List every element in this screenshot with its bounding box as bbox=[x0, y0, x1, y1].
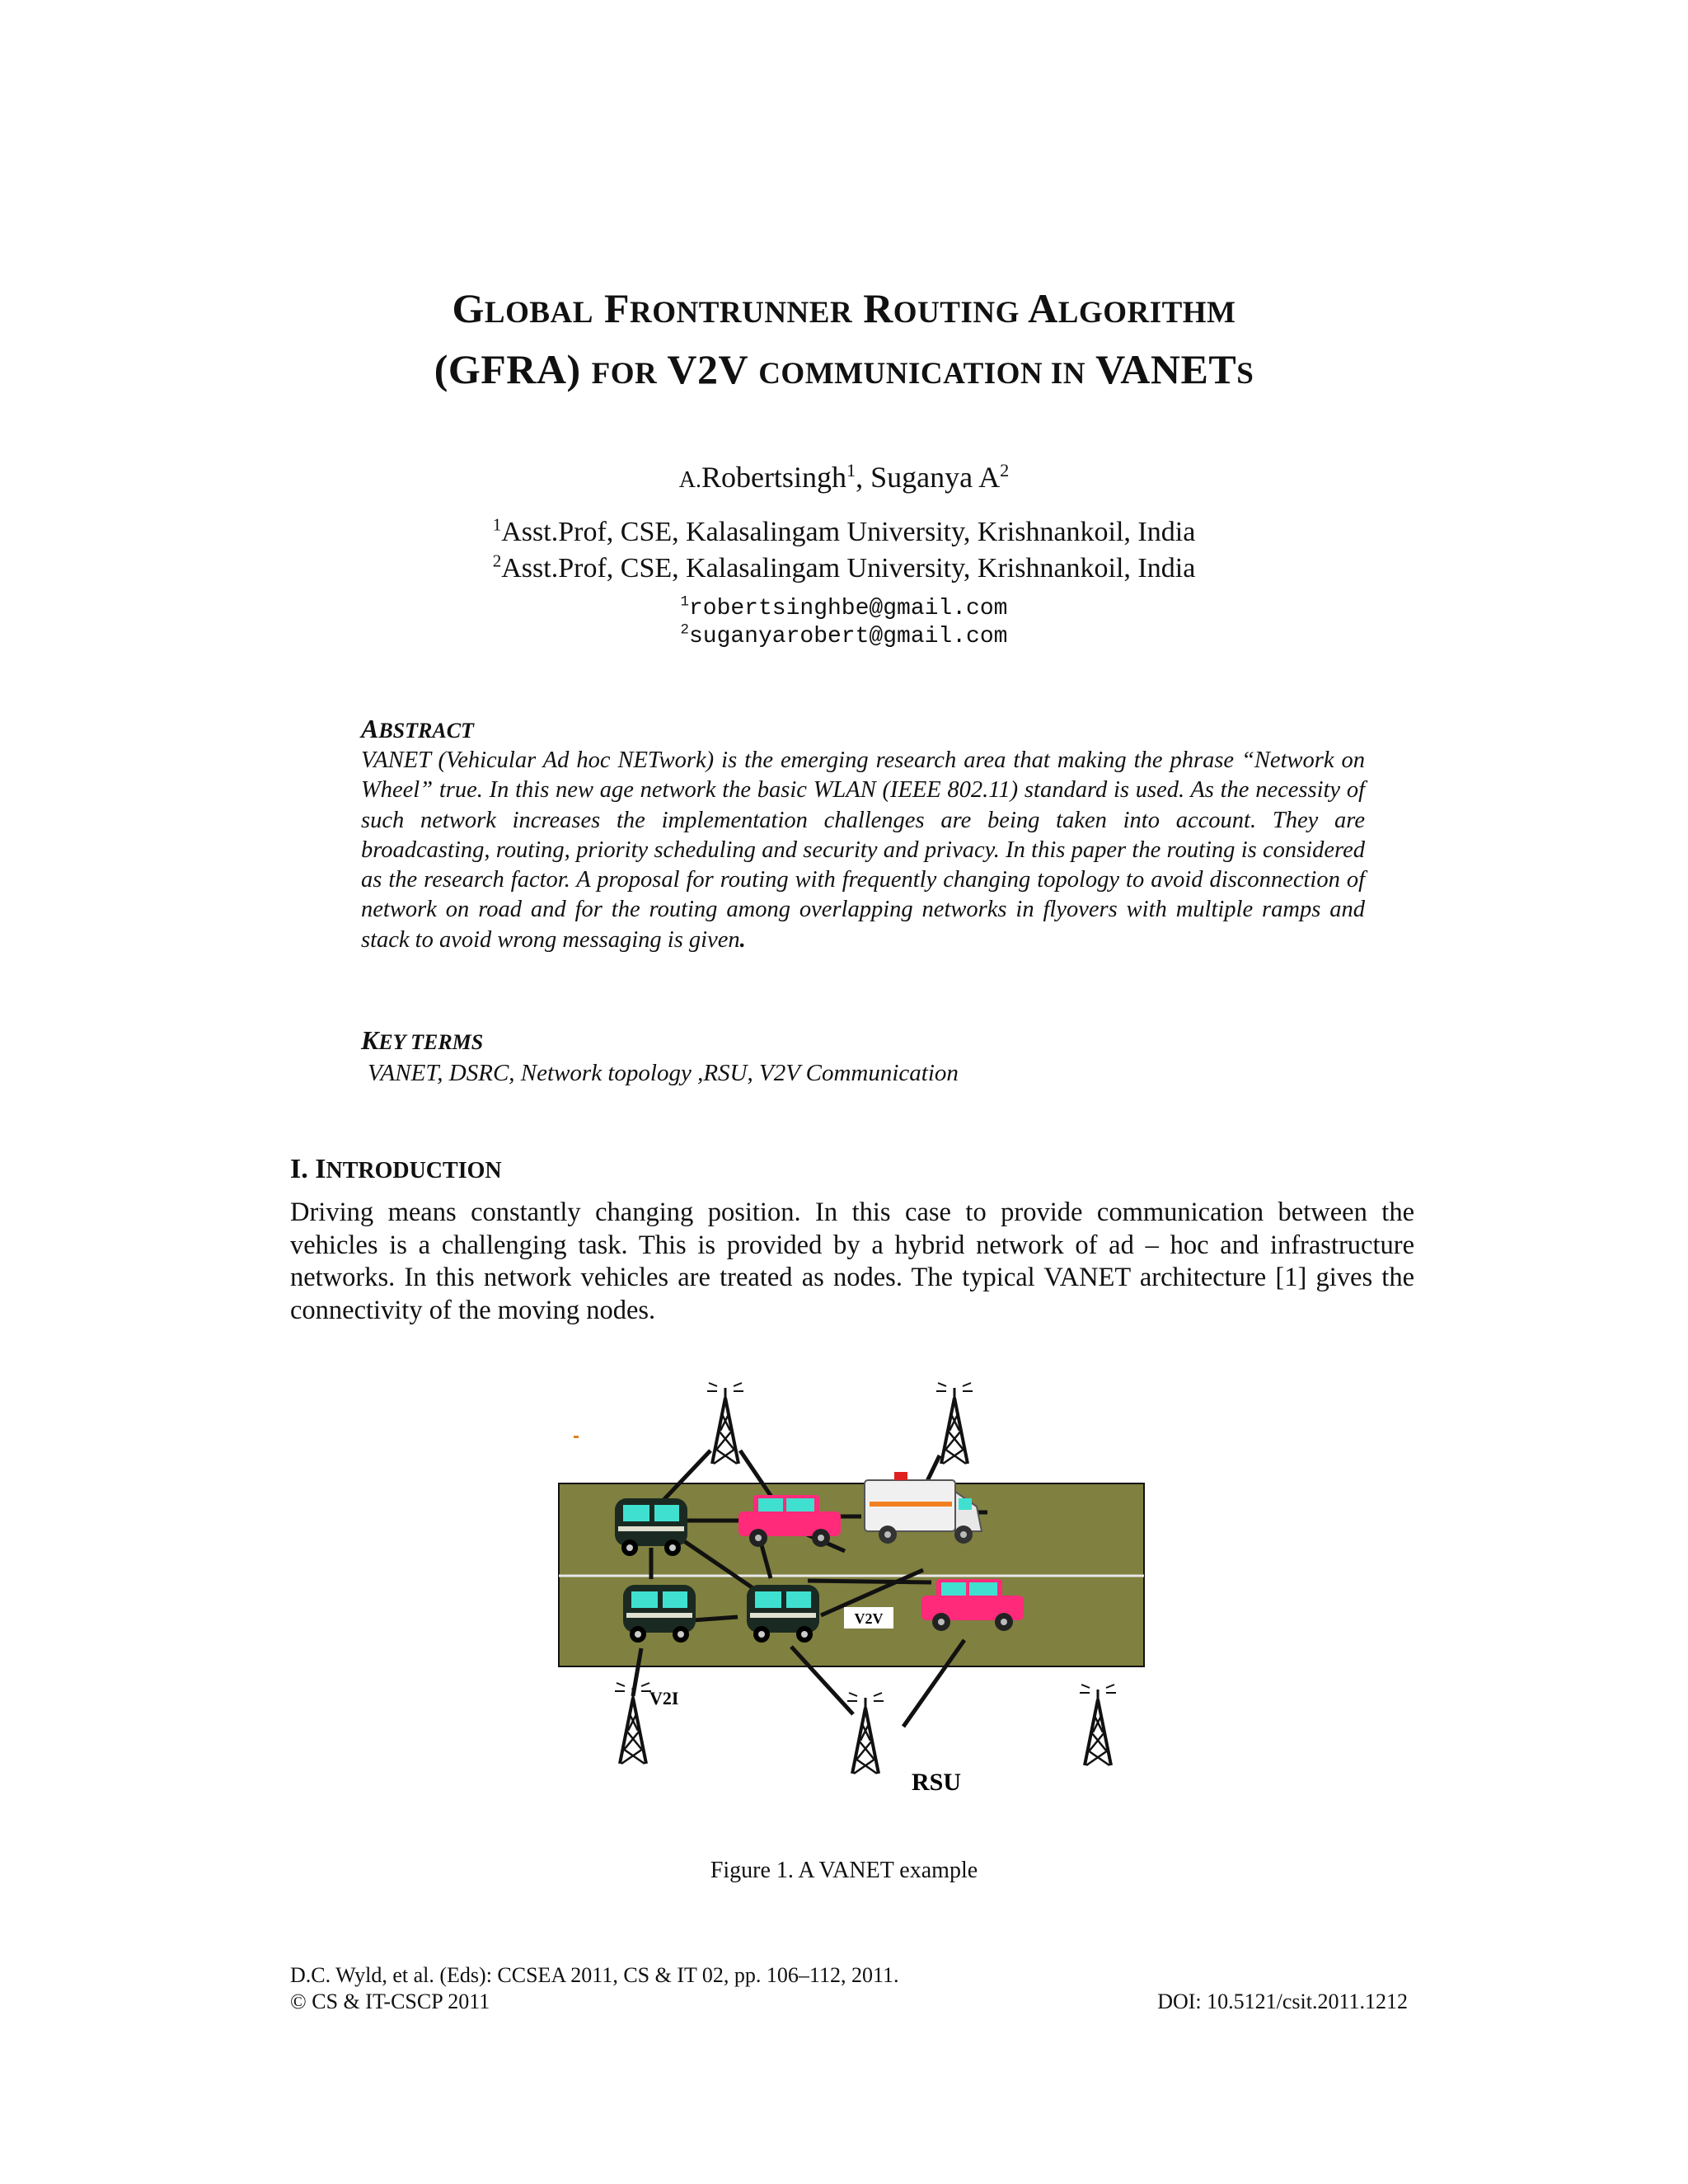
section-heading-introduction bbox=[290, 1154, 502, 1185]
section-number: I. I bbox=[290, 1154, 326, 1184]
abstract-heading-cap: A bbox=[361, 714, 379, 743]
affiliation-2-text: Asst.Prof, CSE, Kalasalingam University, Krishnankoil, India bbox=[501, 553, 1196, 583]
title-word-v2v: V2V bbox=[667, 346, 748, 392]
title-word-communication: COMMUNICATION IN bbox=[758, 357, 1086, 391]
author-1-prefix: A. bbox=[678, 467, 701, 493]
footer-copyright: © CS & IT-CSCP 2011 bbox=[290, 1990, 490, 2013]
abstract-end-period: . bbox=[739, 926, 746, 953]
title-word-rest: RONTRUNNER bbox=[630, 296, 853, 330]
title-word-cap: R bbox=[863, 285, 893, 331]
key-terms-heading bbox=[361, 1025, 483, 1056]
affiliation-2-sup: 2 bbox=[492, 551, 502, 571]
title-word-suffix: S bbox=[1236, 357, 1254, 391]
figure-caption: Figure 1. A VANET example bbox=[710, 1858, 978, 1883]
title-word-rest: LGORITHM bbox=[1057, 296, 1236, 330]
author-2-name: Suganya A bbox=[870, 461, 1001, 494]
affiliation-1-sup: 1 bbox=[492, 514, 502, 535]
email-2 bbox=[0, 623, 1688, 651]
email-2-sup: 2 bbox=[680, 622, 689, 639]
rsu-label: RSU bbox=[912, 1769, 962, 1796]
affiliation-2 bbox=[0, 551, 1688, 587]
title-word-rest: OUTING bbox=[893, 296, 1020, 330]
abstract-body bbox=[361, 746, 1365, 955]
abstract-text: VANET (Vehicular Ad hoc NETwork) is the emerging research area that making the phrase “Network on Wheel” true. In this new age network the basic WLAN (IEEE 802.11) standard is used. As the necessity of such network increases the implementation challenges are being taken into account. They are broadcasting, routing, priority scheduling and security and privacy. In this paper the routing is considered as the research factor. A proposal for routing with frequently changing topology to avoid disconnection of network on road and for the routing among overlapping networks in flyovers with multiple ramps and stack to avoid wrong messaging is given bbox=[361, 748, 1365, 953]
title-word-for: FOR bbox=[591, 357, 658, 391]
section-title: NTRODUCTION bbox=[326, 1158, 502, 1183]
key-terms-heading-rest: EY TERMS bbox=[378, 1030, 484, 1054]
tower-top-left-icon bbox=[707, 1383, 743, 1464]
email-1 bbox=[0, 595, 1688, 623]
title-acronym: (GFRA) bbox=[434, 346, 581, 392]
author-2-sup: 2 bbox=[1000, 460, 1010, 480]
title-word-rest: LOBAL bbox=[484, 296, 593, 330]
affiliation-1-text: Asst.Prof, CSE, Kalasalingam University, Krishnankoil, India bbox=[501, 517, 1196, 547]
email-2-text: suganyarobert@gmail.com bbox=[688, 624, 1008, 649]
intro-paragraph: Driving means constantly changing position. In this case to provide communication between the vehicles is a challenging task. This is provided by a hybrid network of ad – hoc and infrastructure networks. In this network vehicles are treated as nodes. The typical VANET architecture [1] gives the connectivity of the moving nodes. bbox=[290, 1197, 1414, 1325]
footer-doi: DOI: 10.5121/csit.2011.1212 bbox=[1157, 1990, 1408, 2013]
author-1-name: Robertsingh bbox=[701, 461, 846, 494]
paper-title-line-2 bbox=[0, 343, 1688, 401]
stray-mark bbox=[574, 1436, 579, 1438]
email-1-text: robertsinghbe@gmail.com bbox=[688, 596, 1008, 621]
author-1-sup: 1 bbox=[846, 460, 856, 480]
v2i-label: V2I bbox=[649, 1688, 679, 1708]
author-separator: , bbox=[856, 461, 871, 494]
tower-rsu-icon bbox=[847, 1693, 884, 1774]
abstract-heading-rest: BSTRACT bbox=[378, 719, 474, 743]
affiliation-1 bbox=[0, 514, 1688, 551]
abstract-heading bbox=[361, 714, 474, 744]
title-word-cap: F bbox=[603, 285, 630, 331]
email-1-sup: 1 bbox=[680, 594, 689, 611]
tower-top-right-icon bbox=[936, 1383, 973, 1464]
paper-title-line-1 bbox=[0, 282, 1688, 340]
author-line bbox=[0, 460, 1688, 494]
tower-bottom-right-icon bbox=[1080, 1685, 1116, 1765]
vanet-figure bbox=[528, 1368, 1170, 1805]
key-terms-heading-cap: K bbox=[361, 1025, 379, 1055]
title-word-cap: A bbox=[1028, 285, 1058, 331]
title-word-vanet: VANET bbox=[1095, 346, 1237, 392]
key-terms-text: VANET, DSRC, Network topology ,RSU, V2V Communication bbox=[368, 1060, 959, 1086]
footer-citation: D.C. Wyld, et al. (Eds): CCSEA 2011, CS & IT 02, pp. 106–112, 2011. bbox=[290, 1963, 899, 1987]
title-word-cap: G bbox=[452, 285, 485, 331]
v2v-label: V2V bbox=[854, 1610, 884, 1627]
